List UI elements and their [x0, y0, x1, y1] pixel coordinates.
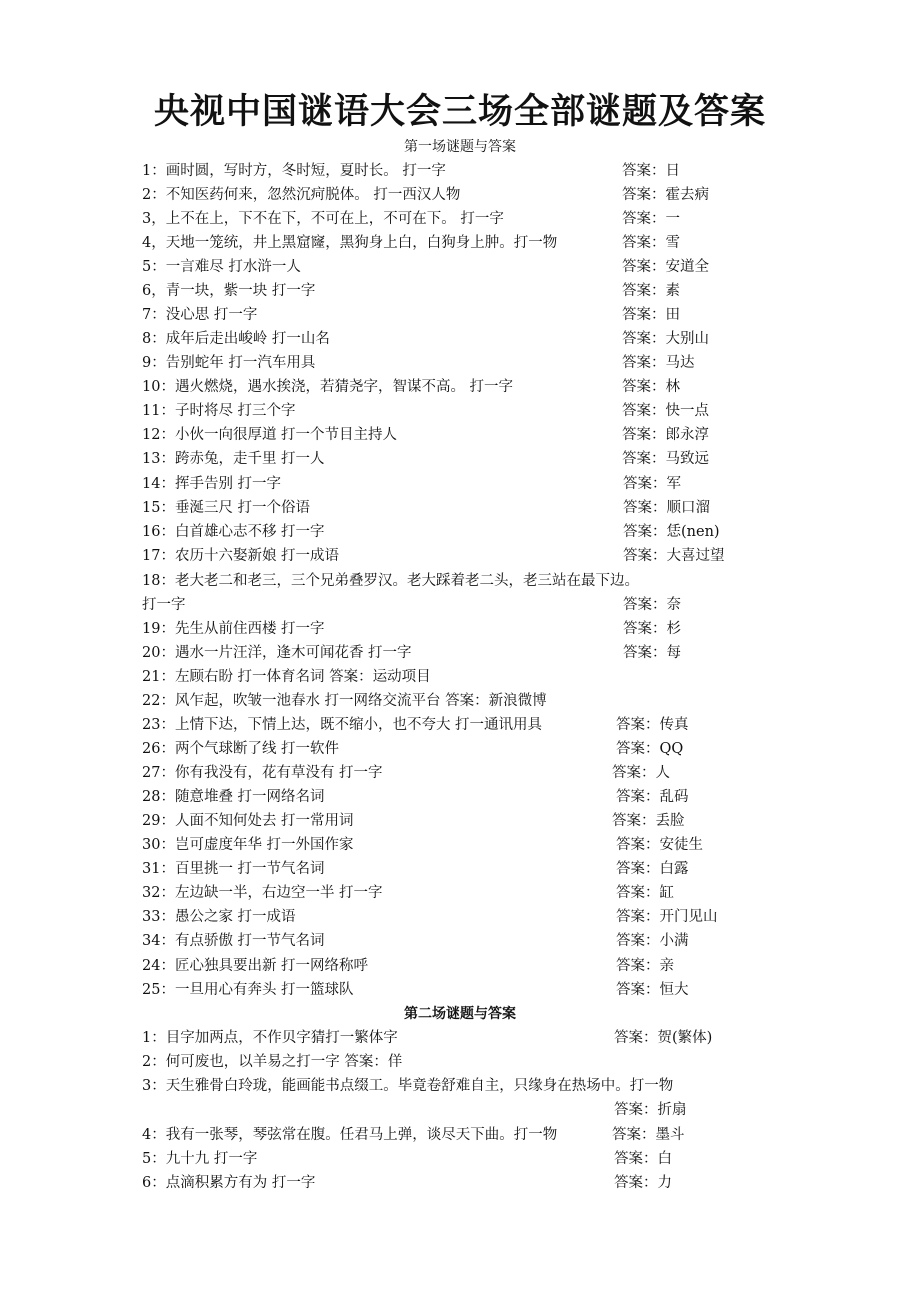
riddle-answer: 答案：传真: [616, 717, 689, 733]
riddle-row: [142, 785, 782, 809]
riddle-row: [142, 1171, 782, 1195]
riddle-question: 13：跨赤兔，走千里 打一人: [142, 451, 325, 467]
riddle-answer: 答案：顺口溜: [623, 500, 710, 516]
riddle-row: [142, 447, 782, 471]
riddle-row: [142, 1026, 782, 1050]
riddle-question: 26：两个气球断了线 打一软件: [142, 741, 340, 757]
riddle-question: 3，上不在上，下不在下，不可在上，不可在下。 打一字: [142, 211, 504, 227]
riddle-question: 3：天生雅骨白玲珑，能画能书点缀工。毕竟卷舒难自主，只缘身在热场中。打一物: [142, 1078, 674, 1094]
riddle-answer: 答案：大喜过望: [623, 548, 725, 564]
riddle-question: 1：目字加两点，不作贝字猜打一繁体字: [142, 1030, 398, 1046]
riddle-question: 23：上情下达，下情上达，既不缩小，也不夸大 打一通讯用具: [142, 717, 543, 733]
riddle-question: 33：愚公之家 打一成语: [142, 909, 296, 925]
riddle-row: [142, 1050, 782, 1074]
riddle-row: [142, 183, 782, 207]
riddle-row: [142, 375, 782, 399]
riddle-question-with-answer: 21：左顾右盼 打一体育名词 答案：运动项目: [142, 669, 431, 685]
riddle-question: 6，青一块，紫一块 打一字: [142, 283, 316, 299]
riddle-question-with-answer: 22：风乍起，吹皱一池春水 打一网络交流平台 答案：新浪微博: [142, 693, 547, 709]
riddle-row: [142, 159, 782, 183]
riddle-question: 18：老大老二和老三，三个兄弟叠罗汉。老大踩着老二头，老三站在最下边。: [142, 573, 639, 589]
riddle-question: 16：白首雄心志不移 打一字: [142, 524, 325, 540]
riddle-answer: 答案：亲: [616, 958, 674, 974]
riddle-row: [142, 833, 782, 857]
riddle-row: [142, 520, 782, 544]
riddle-answer: 答案：田: [622, 307, 680, 323]
riddle-answer: 答案：安道全: [622, 259, 709, 275]
section-1-heading: 第一场谜题与答案: [404, 139, 516, 155]
riddle-row: [142, 929, 782, 953]
riddle-answer: 答案：日: [622, 163, 680, 179]
riddle-answer: 答案：每: [623, 645, 681, 661]
riddle-row: [142, 689, 782, 713]
riddle-question: 12：小伙一向很厚道 打一个节目主持人: [142, 427, 398, 443]
riddle-row: [142, 231, 782, 255]
riddle-question: 19：先生从前住西楼 打一字: [142, 621, 325, 637]
riddle-answer: 答案：雪: [622, 235, 680, 251]
riddle-answer: 答案：杉: [623, 621, 681, 637]
riddle-row: [142, 761, 782, 785]
riddle-question: 28：随意堆叠 打一网络名词: [142, 789, 325, 805]
riddle-question: 14：挥手告别 打一字: [142, 476, 282, 492]
riddle-question: 10：遇火燃烧，遇水挨浇，若猜尧字，智谋不高。 打一字: [142, 379, 514, 395]
riddle-answer: 答案：乱码: [616, 789, 689, 805]
riddle-question: 27：你有我没有，花有草没有 打一字: [142, 765, 383, 781]
riddle-row: [142, 351, 782, 375]
riddle-question: 34：有点骄傲 打一节气名词: [142, 933, 325, 949]
section-2-heading: 第二场谜题与答案: [404, 1006, 516, 1022]
riddle-answer: 答案：缸: [616, 885, 674, 901]
riddle-question: 1：画时圆，写时方，冬时短，夏时长。 打一字: [142, 163, 446, 179]
riddle-answer: 答案：霍去病: [622, 187, 709, 203]
riddle-answer: 答案：墨斗: [612, 1127, 685, 1143]
riddle-question: 打一字: [142, 597, 186, 613]
riddle-question: 25：一旦用心有奔头 打一篮球队: [142, 982, 354, 998]
riddle-row-continued: [142, 593, 782, 617]
riddle-answer: 答案：贺(繁体): [614, 1030, 713, 1046]
riddle-row: [142, 737, 782, 761]
riddle-question: 6：点滴积累方有为 打一字: [142, 1175, 316, 1191]
riddle-row: [142, 881, 782, 905]
riddle-question: 5：九十九 打一字: [142, 1151, 258, 1167]
riddle-answer: 答案：丢脸: [612, 813, 685, 829]
riddle-row: [142, 617, 782, 641]
riddle-question: 31：百里挑一 打一节气名词: [142, 861, 325, 877]
riddle-question: 4，天地一笼统，井上黑窟窿，黑狗身上白，白狗身上肿。打一物: [142, 235, 558, 251]
riddle-row: [142, 496, 782, 520]
riddle-answer: 答案：奈: [623, 597, 681, 613]
riddle-row: [142, 978, 782, 1002]
riddle-row: [142, 713, 782, 737]
riddle-answer: 答案：马致远: [622, 451, 709, 467]
riddle-question: 9：告别蛇年 打一汽车用具: [142, 355, 316, 371]
riddle-question: 30：岂可虚度年华 打一外国作家: [142, 837, 354, 853]
riddle-row: [142, 1074, 782, 1098]
riddle-question: 15：垂涎三尺 打一个俗语: [142, 500, 311, 516]
riddle-question: 11：子时将尽 打三个字: [142, 403, 296, 419]
riddle-answer: 答案：白露: [616, 861, 689, 877]
riddle-row: [142, 472, 782, 496]
riddle-question: 20：遇水一片汪洋，逢木可闻花香 打一字: [142, 645, 412, 661]
riddle-answer: 答案：QQ: [616, 741, 684, 757]
riddle-row: [142, 544, 782, 568]
riddle-row: [142, 809, 782, 833]
riddle-answer: 答案：一: [622, 211, 680, 227]
riddle-answer: 答案：军: [623, 476, 681, 492]
riddle-row: [142, 423, 782, 447]
riddle-answer: 答案：人: [612, 765, 670, 781]
page-title: 央视中国谜语大会三场全部谜题及答案: [153, 91, 766, 132]
riddle-row: [142, 207, 782, 231]
riddle-question: 2：不知医药何来，忽然沉疴脱体。 打一西汉人物: [142, 187, 461, 203]
riddle-question: 32：左边缺一半，右边空一半 打一字: [142, 885, 383, 901]
riddle-row: [142, 905, 782, 929]
riddle-answer: 答案：白: [614, 1151, 672, 1167]
riddle-row: [142, 857, 782, 881]
riddle-answer: 答案：郎永淳: [622, 427, 709, 443]
riddle-question: 29：人面不知何处去 打一常用词: [142, 813, 354, 829]
riddle-row: [142, 641, 782, 665]
riddle-row: [142, 665, 782, 689]
riddle-row: [142, 303, 782, 327]
riddle-row: [142, 954, 782, 978]
riddle-question: 4：我有一张琴，琴弦常在腹。任君马上弹，谈尽天下曲。打一物: [142, 1127, 558, 1143]
riddle-answer: 答案：马达: [622, 355, 695, 371]
riddle-answer: 答案：恒大: [616, 982, 689, 998]
riddle-row: [142, 279, 782, 303]
riddle-answer: 答案：大别山: [622, 331, 709, 347]
riddle-answer: 答案：素: [622, 283, 680, 299]
riddle-answer: 答案：折扇: [614, 1102, 687, 1118]
riddle-row: [142, 1123, 782, 1147]
riddle-answer: 答案：快一点: [622, 403, 709, 419]
riddle-row: [142, 569, 782, 593]
riddle-answer: 答案：小满: [616, 933, 689, 949]
riddle-answer: 答案：恁(nen): [623, 524, 720, 540]
riddle-question-with-answer: 2：何可废也，以羊易之打一字 答案：佯: [142, 1054, 403, 1070]
riddle-answer: 答案：林: [622, 379, 680, 395]
riddle-row: [142, 1147, 782, 1171]
riddle-row: [142, 255, 782, 279]
riddle-question: 5：一言难尽 打水浒一人: [142, 259, 301, 275]
riddle-answer: 答案：安徒生: [616, 837, 703, 853]
riddle-answer: 答案：开门见山: [616, 909, 718, 925]
riddle-row: [142, 399, 782, 423]
riddle-row: [142, 327, 782, 351]
riddle-question: 24：匠心独具要出新 打一网络称呼: [142, 958, 369, 974]
riddle-question: 8：成年后走出峻岭 打一山名: [142, 331, 330, 347]
riddle-answer: 答案：力: [614, 1175, 672, 1191]
riddle-question: 7：没心思 打一字: [142, 307, 258, 323]
riddle-question: 17：农历十六娶新娘 打一成语: [142, 548, 340, 564]
riddle-row-continued: [142, 1098, 782, 1122]
